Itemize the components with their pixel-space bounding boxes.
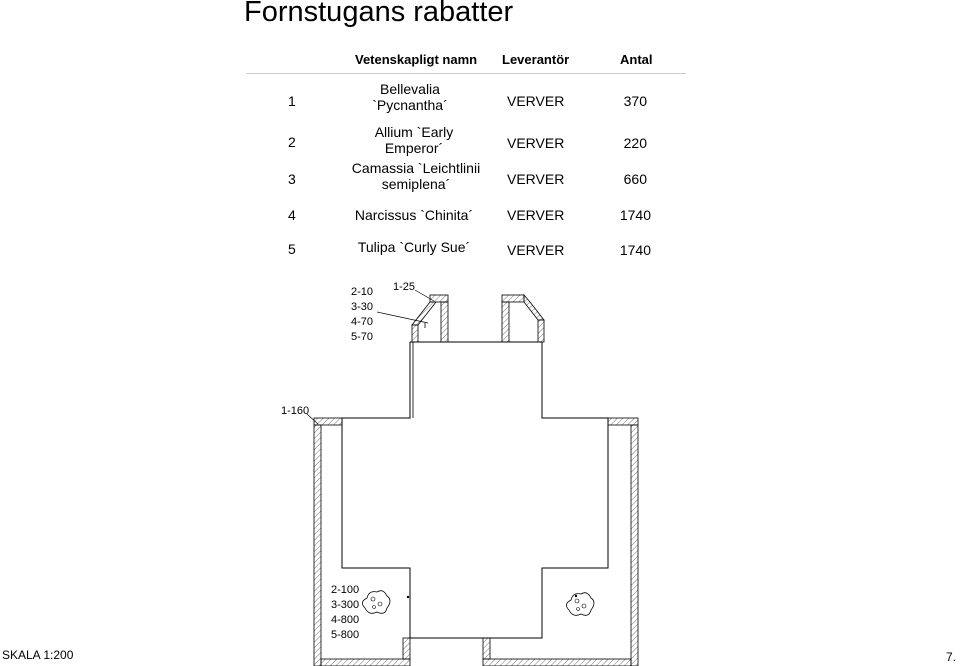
page-number: 7. <box>946 650 957 664</box>
marker-dot <box>407 596 409 598</box>
header-quantity: Antal <box>620 52 653 67</box>
label-line: 4-70 <box>351 316 374 328</box>
marker-dot <box>575 595 577 597</box>
row-number: 5 <box>288 241 296 257</box>
label-lower-mix <box>331 583 359 643</box>
row-quantity: 660 <box>623 171 647 187</box>
right-border-bed <box>483 418 638 666</box>
row-supplier: VERVER <box>507 242 565 258</box>
header-scientific-name: Vetenskapligt namn <box>355 52 478 67</box>
name-line-1: Narcissus `Chinita´ <box>354 207 474 223</box>
label-line: 5-800 <box>331 629 360 641</box>
scale-label: SKALA 1:200 <box>2 648 74 662</box>
name-line-2: Emperor´ <box>384 140 444 156</box>
label-line: 4-800 <box>331 614 360 626</box>
name-line-1: Camassia `Leichtlinii <box>351 160 481 176</box>
label-border-single: 1-160 <box>281 405 310 417</box>
row-supplier: VERVER <box>507 171 565 187</box>
header-supplier: Leverantör <box>502 52 570 67</box>
label-line: 3-300 <box>331 599 360 611</box>
row-number: 2 <box>288 134 296 150</box>
upper-right-bed <box>502 295 544 342</box>
row-supplier: VERVER <box>507 135 565 151</box>
label-upper-single: 1-25 <box>393 281 416 293</box>
row-quantity: 1740 <box>619 207 651 223</box>
shrub-symbol-left <box>362 591 390 614</box>
label-line: 2-100 <box>331 584 360 596</box>
name-line-1: Tulipa `Curly Sue´ <box>357 239 471 255</box>
row-quantity: 370 <box>623 93 647 109</box>
row-supplier: VERVER <box>507 207 565 223</box>
label-line: 3-30 <box>351 301 374 313</box>
row-number: 3 <box>288 171 296 187</box>
row-number: 4 <box>288 207 296 223</box>
row-number: 1 <box>288 93 296 109</box>
left-border-bed <box>314 418 410 666</box>
label-line: 2-10 <box>351 286 374 298</box>
shrub-symbol-right <box>566 593 594 616</box>
label-line: 5-70 <box>351 331 374 343</box>
page-title: Fornstugans rabatter <box>244 0 514 28</box>
label-upper-mix <box>351 285 373 345</box>
row-quantity: 1740 <box>619 242 651 258</box>
name-line-1: Bellevalia <box>380 81 440 97</box>
name-line-2: semiplena´ <box>381 176 451 192</box>
upper-left-bed <box>412 295 448 342</box>
row-supplier: VERVER <box>507 93 565 109</box>
row-quantity: 220 <box>623 135 647 151</box>
name-line-1: Allium `Early <box>374 124 454 140</box>
name-line-2: `Pycnantha´ <box>372 97 448 113</box>
building-outline <box>342 342 608 638</box>
